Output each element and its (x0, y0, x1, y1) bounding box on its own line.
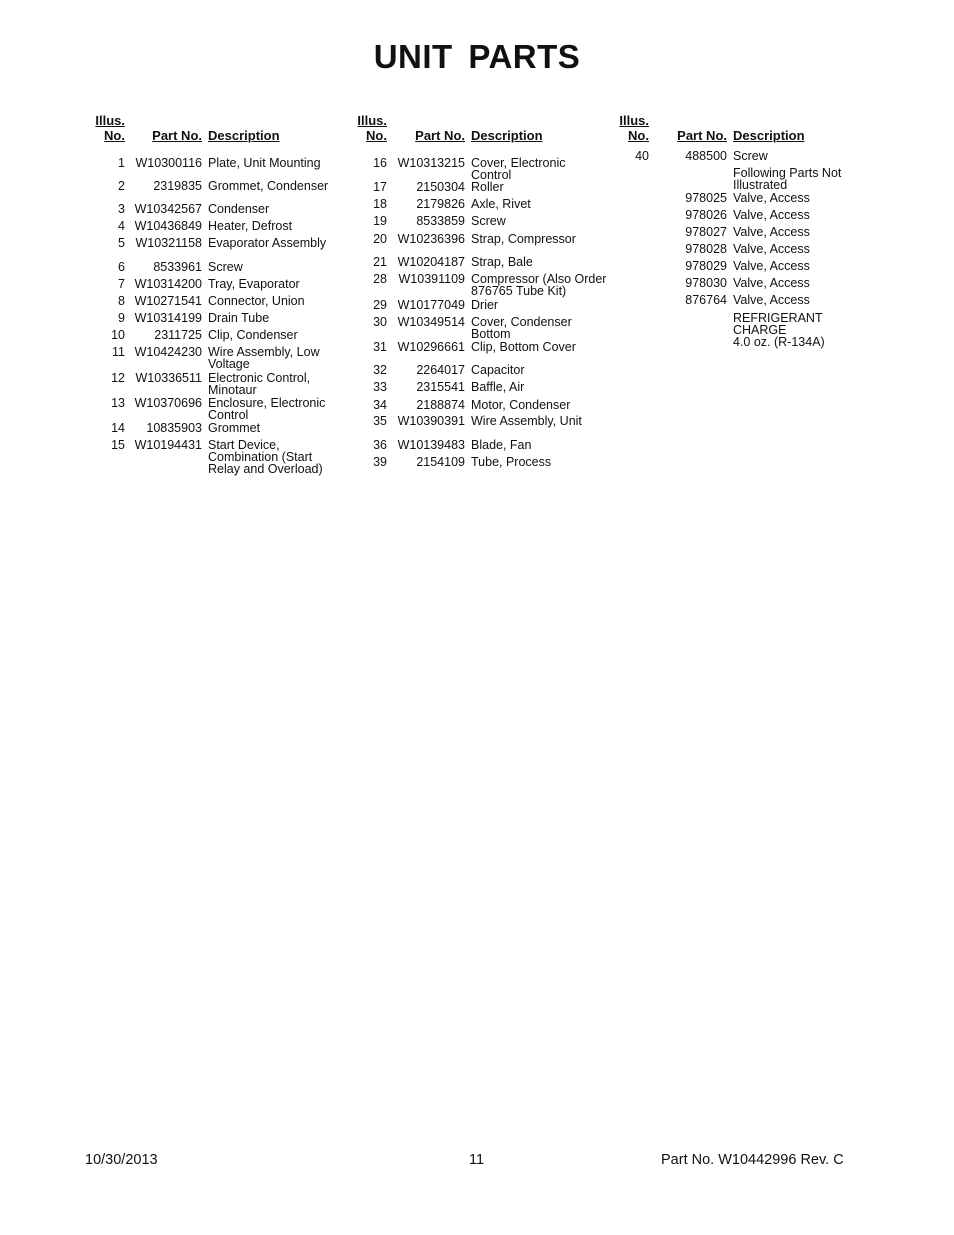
part-number: W10390391 (397, 414, 465, 428)
part-description: Electronic Control, (208, 371, 311, 385)
part-description: Clip, Bottom Cover (471, 340, 576, 354)
part-description: Cover, Condenser (471, 315, 572, 329)
part-number: W10300116 (135, 156, 202, 170)
header-description: Description (733, 128, 805, 143)
header-part-no: Part No. (677, 128, 727, 143)
illus-number: 1 (118, 156, 125, 170)
part-number: 2264017 (416, 363, 465, 377)
header-illus-line2: No. (628, 128, 649, 143)
part-description: Baffle, Air (471, 380, 525, 394)
illus-number: 9 (118, 311, 125, 325)
part-number: W10370696 (134, 396, 202, 410)
part-number: W10313215 (397, 156, 465, 170)
illus-number: 12 (111, 371, 125, 385)
illus-number: 28 (373, 272, 387, 286)
header-illus-line2: No. (104, 128, 125, 143)
part-description: Drier (471, 298, 499, 312)
header-illus-line1: Illus. (357, 113, 387, 128)
illus-number: 17 (373, 180, 387, 194)
part-number: W10204187 (397, 255, 465, 269)
part-number: W10342567 (134, 202, 202, 216)
part-number: W10236396 (397, 232, 465, 246)
illus-number: 10 (111, 328, 125, 342)
illus-number: 18 (373, 197, 387, 211)
part-description: Capacitor (471, 363, 525, 377)
part-description: Screw (208, 260, 243, 274)
part-number: 2179826 (416, 197, 465, 211)
part-number: W10391109 (398, 272, 465, 286)
illus-number: 6 (118, 260, 125, 274)
illus-number: 21 (373, 255, 387, 269)
part-number: W10436849 (134, 219, 202, 233)
part-description: Following Parts Not (733, 166, 842, 180)
part-description: Strap, Compressor (471, 232, 576, 246)
part-description: Wire Assembly, Low (208, 345, 320, 359)
part-description: Axle, Rivet (471, 197, 531, 211)
part-description: Control (471, 168, 512, 182)
part-description: Start Device, (208, 438, 280, 452)
illus-number: 35 (373, 414, 387, 428)
page-title: UNIT PARTS (373, 38, 581, 75)
part-number: 978029 (685, 259, 727, 273)
part-number: 2315541 (416, 380, 465, 394)
part-number: W10349514 (397, 315, 465, 329)
header-illus-line2: No. (366, 128, 387, 143)
part-number: W10271541 (134, 294, 202, 308)
illus-number: 33 (373, 380, 387, 394)
part-number: 488500 (685, 149, 727, 163)
part-description: Valve, Access (733, 276, 810, 290)
header-part-no: Part No. (415, 128, 465, 143)
part-description: Valve, Access (733, 225, 810, 239)
illus-number: 15 (111, 438, 125, 452)
header-illus-line1: Illus. (619, 113, 649, 128)
illus-number: 4 (118, 219, 125, 233)
part-description: REFRIGERANT (733, 311, 823, 325)
part-number: 978026 (685, 208, 727, 222)
illus-number: 8 (118, 294, 125, 308)
illus-number: 11 (112, 345, 125, 359)
part-number: 978027 (685, 225, 727, 239)
illus-number: 20 (373, 232, 387, 246)
part-description: Wire Assembly, Unit (471, 414, 582, 428)
part-description: Enclosure, Electronic (208, 396, 326, 410)
illus-number: 14 (111, 421, 125, 435)
illus-number: 19 (373, 214, 387, 228)
illus-number: 5 (118, 236, 125, 250)
illus-number: 31 (373, 340, 387, 354)
part-description: Connector, Union (208, 294, 305, 308)
part-description: Drain Tube (208, 311, 270, 325)
part-description: Evaporator Assembly (208, 236, 327, 250)
illus-number: 32 (373, 363, 387, 377)
part-number: 978025 (685, 191, 727, 205)
part-description: Compressor (Also Order (471, 272, 607, 286)
part-number: 2188874 (416, 398, 465, 412)
illus-number: 7 (118, 277, 125, 291)
illus-number: 39 (373, 455, 387, 469)
part-description: Voltage (208, 357, 250, 371)
illus-number: 13 (111, 396, 125, 410)
part-description: Screw (471, 214, 506, 228)
part-description: Bottom (471, 327, 511, 341)
part-number: 2319835 (153, 179, 202, 193)
illus-number: 29 (373, 298, 387, 312)
part-number: 8533961 (153, 260, 202, 274)
footer-date: 10/30/2013 (85, 1152, 158, 1168)
part-description: Valve, Access (733, 259, 810, 273)
part-number: W10314199 (134, 311, 202, 325)
illus-number: 3 (118, 202, 125, 216)
part-number: W10321158 (135, 236, 202, 250)
illus-number: 36 (373, 438, 387, 452)
part-number: W10139483 (397, 438, 465, 452)
part-number: 2150304 (416, 180, 465, 194)
part-description: Motor, Condenser (471, 398, 571, 412)
part-description: CHARGE (733, 323, 787, 337)
header-part-no: Part No. (152, 128, 202, 143)
header-illus-line1: Illus. (95, 113, 125, 128)
illus-number: 2 (118, 179, 125, 193)
part-description: Combination (Start (208, 450, 313, 464)
part-description: Valve, Access (733, 208, 810, 222)
part-number: 10835903 (146, 421, 202, 435)
part-number: W10177049 (397, 298, 465, 312)
header-illus-no (65, 113, 125, 143)
part-description: Control (208, 408, 249, 422)
part-description: Grommet (208, 421, 261, 435)
part-description: 876765 Tube Kit) (471, 284, 567, 298)
part-description: Relay and Overload) (208, 462, 323, 476)
part-description: Valve, Access (733, 191, 810, 205)
part-number: 978028 (685, 242, 727, 256)
part-number: W10314200 (134, 277, 202, 291)
part-description: Plate, Unit Mounting (208, 156, 321, 170)
part-number: 8533859 (416, 214, 465, 228)
part-description: Illustrated (733, 178, 788, 192)
illus-number: 40 (635, 149, 649, 163)
header-illus-no (589, 113, 649, 143)
part-number: W10424230 (134, 345, 202, 359)
part-description: 4.0 oz. (R-134A) (733, 335, 825, 349)
part-number: 2154109 (416, 455, 465, 469)
illus-number: 16 (373, 156, 387, 170)
part-description: Screw (733, 149, 768, 163)
part-number: 978030 (685, 276, 727, 290)
part-number: W10194431 (134, 438, 202, 452)
part-description: Cover, Electronic (471, 156, 566, 170)
footer-page-number: 11 (469, 1152, 485, 1168)
part-number: 876764 (685, 293, 727, 307)
part-description: Minotaur (208, 383, 257, 397)
part-description: Valve, Access (733, 293, 810, 307)
part-number: 2311725 (154, 328, 202, 342)
footer-part-number: Part No. W10442996 Rev. C (661, 1152, 844, 1168)
part-description: Grommet, Condenser (208, 179, 329, 193)
part-description: Heater, Defrost (208, 219, 293, 233)
part-description: Blade, Fan (471, 438, 532, 452)
illus-number: 34 (373, 398, 387, 412)
part-number: W10336511 (135, 371, 202, 385)
part-description: Tube, Process (471, 455, 552, 469)
part-description: Roller (471, 180, 504, 194)
header-description: Description (471, 128, 543, 143)
illus-number: 30 (373, 315, 387, 329)
part-description: Tray, Evaporator (208, 277, 300, 291)
header-description: Description (208, 128, 280, 143)
part-number: W10296661 (397, 340, 465, 354)
part-description: Strap, Bale (471, 255, 533, 269)
part-description: Condenser (208, 202, 270, 216)
part-description: Valve, Access (733, 242, 810, 256)
header-illus-no (327, 113, 387, 143)
part-description: Clip, Condenser (208, 328, 298, 342)
